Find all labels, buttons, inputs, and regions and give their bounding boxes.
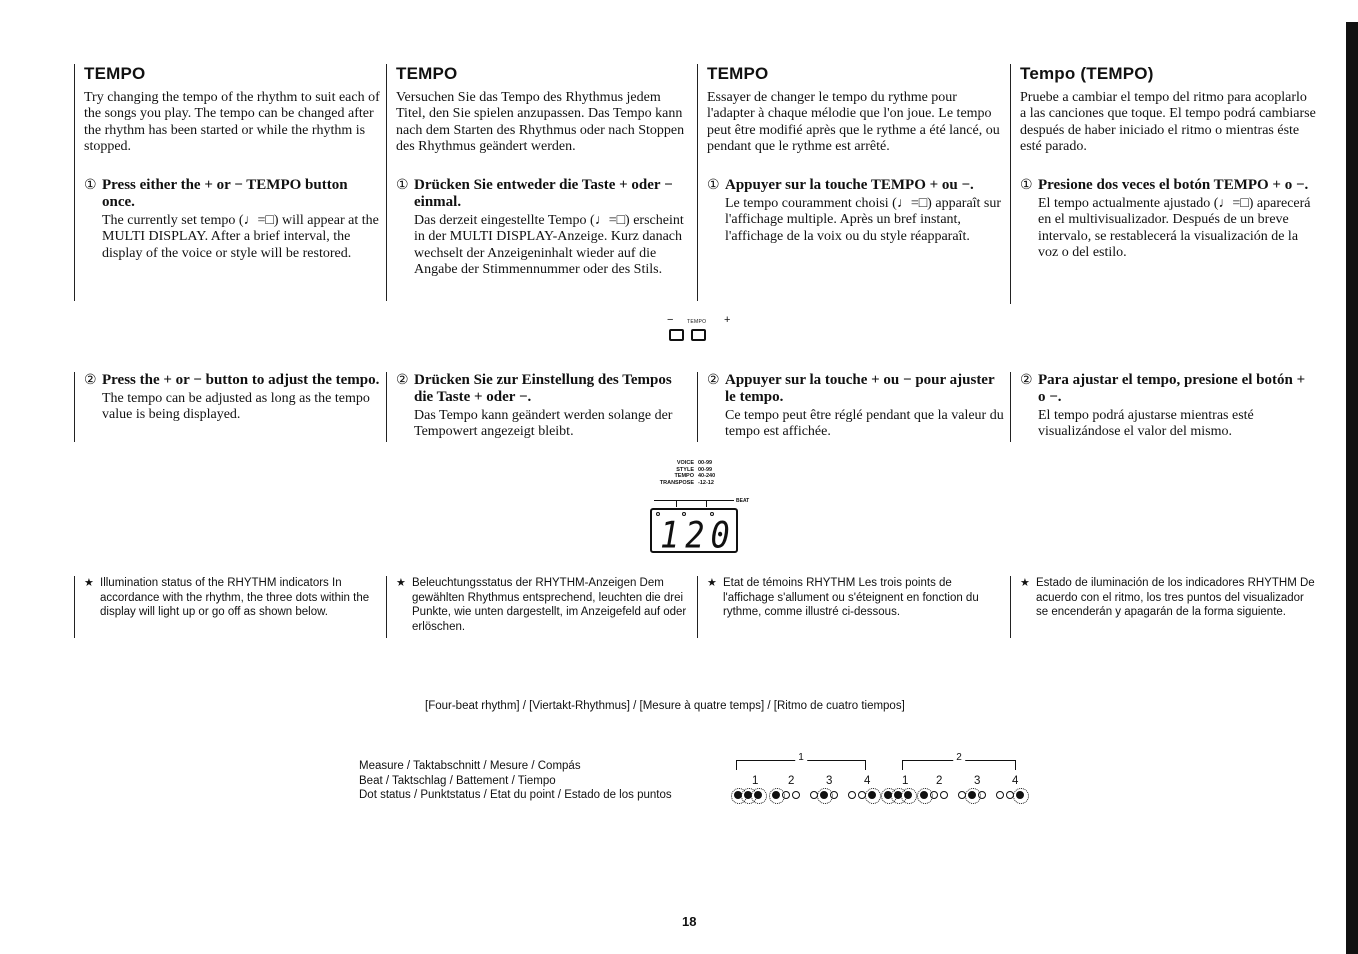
tempo-buttons-illustration <box>667 316 737 356</box>
step-1-body: El tempo actualmente ajustado (♩=□) aparecerá en el multivisualizador. Después de un breve intervalo, se restablecerá la visualización de la voz o del estilo. <box>1038 196 1311 261</box>
dot-lit-icon <box>920 791 928 799</box>
column-german-intro <box>386 64 692 301</box>
intro-paragraph: Try changing the tempo of the rhythm to suit each of the songs you play. The tempo can be changed after the rhythm has been started or while the rhythm is stopped. <box>84 90 380 154</box>
step-2-body: Das Tempo kann geändert werden solange der Tempowert angezeigt bleibt. <box>414 408 673 440</box>
range-row: TEMPO 40-240 <box>674 473 716 479</box>
intro-paragraph: Essayer de changer le tempo du rythme pour l'adapter à chaque mélodie que l'on joue. Le tempo peut être modifié après que le rythme a été lancé, ou pendant que le rythme est arrêté. <box>707 90 1000 154</box>
step-number: ② <box>396 373 409 388</box>
step-2-body: El tempo podrá ajustarse mientras esté visualizándose el valor del mismo. <box>1038 408 1254 440</box>
dot-lit-icon <box>772 791 780 799</box>
column-english-note <box>74 576 380 638</box>
beat-number: 1 <box>902 775 909 787</box>
step-number: ① <box>396 178 409 194</box>
dot-off-icon <box>930 791 938 799</box>
column-spanish-step2 <box>1010 372 1316 442</box>
dot-group <box>958 791 986 799</box>
beat-number: 1 <box>752 775 759 787</box>
step-number: ① <box>707 178 720 194</box>
plus-label: + <box>724 314 731 326</box>
step-2-title: ② Drücken Sie zur Einstellung des Tempos die Taste + oder −. <box>396 372 672 405</box>
column-english-intro <box>74 64 380 301</box>
step-2-body: Ce tempo peut être réglé pendant que la valeur du tempo est affichée. <box>725 408 1004 440</box>
legend-measure: Measure / Taktabschnitt / Mesure / Compás <box>359 760 581 772</box>
step-1-title: ① Drücken Sie entweder die Taste + oder − einmal. <box>396 177 673 211</box>
beat-label: BEAT <box>736 498 750 504</box>
beat-number: 4 <box>864 775 871 787</box>
lcd-screen <box>650 508 738 557</box>
star-icon: ★ <box>707 577 717 589</box>
dot-lit-icon <box>820 791 828 799</box>
rhythm-caption: [Four-beat rhythm] / [Viertakt-Rhythmus] / [Mesure à quatre temps] / [Ritmo de cuatro tiempos] <box>425 700 905 712</box>
beat-number: 3 <box>974 775 981 787</box>
dot-group <box>848 791 876 799</box>
star-icon: ★ <box>396 577 406 589</box>
beat-number: 4 <box>1012 775 1019 787</box>
note: ★ Beleuchtungsstatus der RHYTHM-Anzeigen Dem gewählten Rhythmus entsprechend, leuchten die drei Punkte, wie unten dargestellt, im Anzeigefeld auf oder erlöschen. <box>396 577 687 633</box>
measure-diagram <box>730 754 1040 824</box>
tempo-readout: 120 <box>660 513 736 557</box>
step-number: ② <box>707 373 720 388</box>
column-german-note <box>386 576 692 638</box>
dot-group <box>884 791 912 799</box>
step-1-title: ① Appuyer sur la touche TEMPO + ou −. <box>707 177 974 194</box>
tempo-plus-button-icon <box>691 329 706 341</box>
note: ★ Illumination status of the RHYTHM indicators In accordance with the rhythm, the three dots within the display will light up or go off as shown below. <box>84 577 370 618</box>
range-row: STYLE 00-99 <box>676 466 713 473</box>
scan-edge-bar <box>1346 22 1358 954</box>
tempo-label: TEMPO <box>687 319 707 325</box>
beat-bracket <box>654 500 734 508</box>
dot-group <box>772 791 800 799</box>
dot-legend <box>359 759 672 803</box>
step-2-body: The tempo can be adjusted as long as the tempo value is being displayed. <box>102 391 370 423</box>
dot-lit-icon <box>968 791 976 799</box>
beat-number: 2 <box>788 775 795 787</box>
dot-lit-icon <box>1016 791 1024 799</box>
beat-numbers <box>730 775 1040 789</box>
step-number: ② <box>1020 373 1033 388</box>
heading: TEMPO <box>396 64 458 83</box>
step-2-title: ② Appuyer sur la touche + ou − pour ajuster le tempo. <box>707 372 995 405</box>
range-row: VOICE 00-99 <box>676 460 713 466</box>
dot-off-icon <box>848 791 856 799</box>
measure-2-bracket <box>902 752 1016 770</box>
dot-group <box>734 791 762 799</box>
heading: TEMPO <box>707 64 769 83</box>
dot-lit-icon <box>868 791 876 799</box>
minus-label: − <box>667 314 674 326</box>
legend-dot-status: Dot status / Punktstatus / Etat du point / Estado de los puntos <box>359 789 672 801</box>
heading: TEMPO <box>84 64 146 83</box>
range-table <box>648 460 734 486</box>
column-german-step2 <box>386 372 692 442</box>
dot-off-icon <box>782 791 790 799</box>
legend-beat: Beat / Taktschlag / Battement / Tiempo <box>359 774 556 787</box>
dot-group <box>996 791 1024 799</box>
intro-paragraph: Pruebe a cambiar el tempo del ritmo para acoplarlo a las canciones que toque. El tempo podrá cambiarse después de haber iniciado el ritmo o mientras éste esté parado. <box>1020 90 1316 154</box>
measure-1-bracket <box>736 752 866 770</box>
column-french-note <box>697 576 1005 638</box>
intro-paragraph: Versuchen Sie das Tempo des Rhythmus jedem Titel, den Sie spielen anzupassen. Das Tempo kann nach dem Starten des Rhythmus oder nach Stoppen des Rhythmus geändert werden. <box>396 90 685 154</box>
column-spanish-note <box>1010 576 1316 638</box>
tempo-minus-button-icon <box>669 329 684 341</box>
column-french-intro <box>697 64 1005 301</box>
note: ★ Etat de témoins RHYTHM Les trois points de l'affichage s'allument ou s'éteignent en fonction du rythme, comme illustré ci-dessous. <box>707 577 979 618</box>
step-number: ① <box>84 178 97 194</box>
heading: Tempo (TEMPO) <box>1020 64 1154 83</box>
beat-number: 3 <box>826 775 833 787</box>
measure-number: 1 <box>795 752 807 763</box>
step-number: ① <box>1020 178 1033 194</box>
dot-off-icon <box>940 791 948 799</box>
column-english-step2 <box>74 372 380 442</box>
dot-group <box>920 791 948 799</box>
dot-lit-icon <box>754 791 762 799</box>
step-2-title: ② Press the + or − button to adjust the tempo. <box>84 372 380 388</box>
page-number: 18 <box>682 914 697 929</box>
step-1-title: ① Presione dos veces el botón TEMPO + o −. <box>1020 177 1309 194</box>
multi-display-illustration <box>648 460 760 560</box>
measure-number: 2 <box>953 752 965 763</box>
dot-off-icon <box>792 791 800 799</box>
range-row: TRANSPOSE -12-12 <box>659 479 714 486</box>
dot-lit-icon <box>904 791 912 799</box>
dot-off-icon <box>996 791 1004 799</box>
step-1-body: Le tempo couramment choisi (♩=□) apparaît sur l'affichage multiple. Après un bref instant, l'affichage de la voix ou du style réapparaît. <box>725 196 1002 244</box>
note: ★ Estado de iluminación de los indicadores RHYTHM De acuerdo con el ritmo, los tres puntos del visualizador se encenderán y apagarán de la forma siguiente. <box>1020 577 1315 618</box>
beat-number: 2 <box>936 775 943 787</box>
step-1-title: ① Press either the + or − TEMPO button once. <box>84 177 348 211</box>
column-french-step2 <box>697 372 1005 442</box>
dot-off-icon <box>830 791 838 799</box>
star-icon: ★ <box>1020 577 1030 589</box>
dot-off-icon <box>978 791 986 799</box>
step-2-title: ② Para ajustar el tempo, presione el botón + o −. <box>1020 372 1306 405</box>
column-spanish-intro <box>1010 64 1316 304</box>
dot-status-row <box>730 791 1040 811</box>
star-icon: ★ <box>84 577 94 589</box>
step-1-body: Das derzeit eingestellte Tempo (♩=□) erscheint in der MULTI DISPLAY-Anzeige. Kurz danach wechselt der Anzeigeninhalt wieder auf die Angabe der Stimmennummer oder des Stils. <box>414 213 684 278</box>
dot-group <box>810 791 838 799</box>
step-1-body: The currently set tempo (♩=□) will appear at the MULTI DISPLAY. After a brief interval, the display of the voice or style will be restored. <box>102 213 379 261</box>
step-number: ② <box>84 373 97 388</box>
